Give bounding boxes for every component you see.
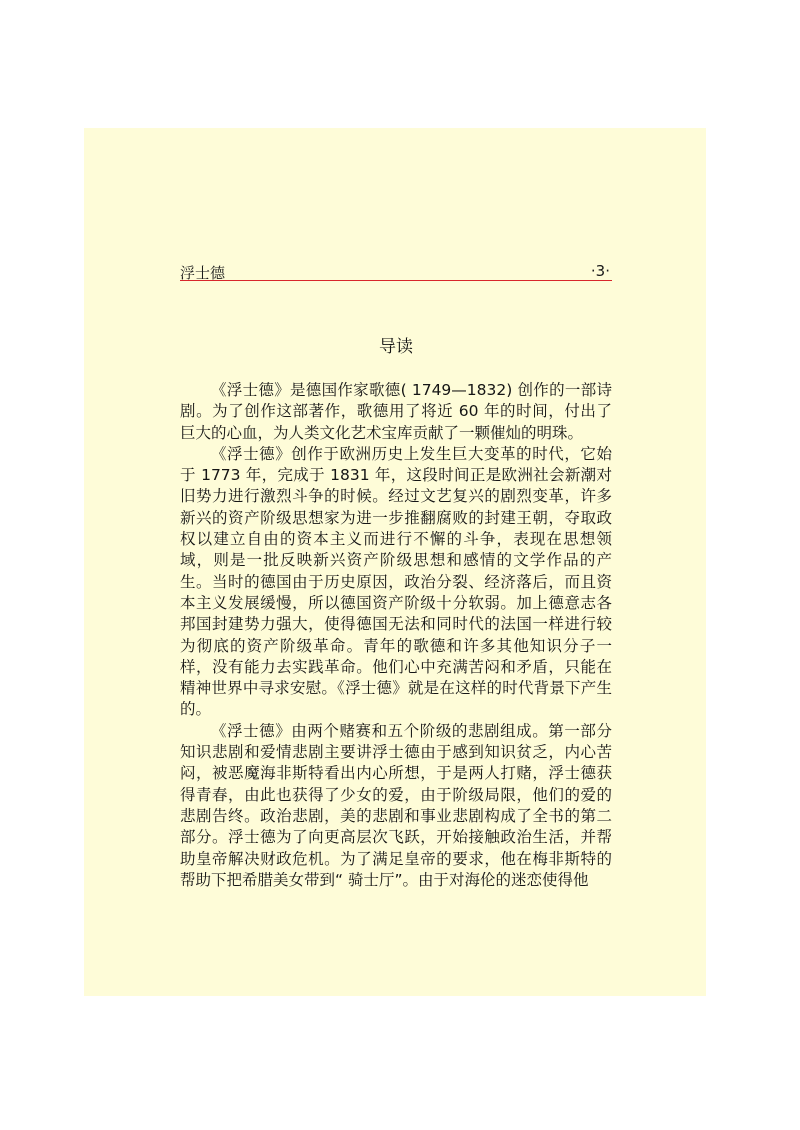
paragraph: 《浮士德》由两个赌赛和五个阶级的悲剧组成。第一部分知识悲剧和爱情悲剧主要讲浮士德由于感到知识贫乏，内心苦闷，被恶魔海非斯特看出内心所想，于是两人打赌，浮士德获得青春，由此也获得了少女的爱，由于阶级局限，他们的爱的悲剧告终。政治悲剧，美的悲剧和事业悲剧构成了全书的第二部分。浮士德为了向更高层次飞跃，开始接触政治生活，并帮助皇帝解决财政危机。为了满足皇帝的要求，他在梅非斯特的帮助下把希腊美女带到“ 骑士厅”。由于对海伦的迷恋使得他 <box>180 721 612 889</box>
running-head <box>180 262 610 282</box>
chapter-title: 导读 <box>379 337 413 357</box>
book-title: 浮士德 <box>180 264 226 282</box>
page-number: ·3· <box>590 262 610 280</box>
paragraph: 《浮士德》是德国作家歌德( 1749—1832) 创作的一部诗剧。为了创作这部著作，歌德用了将近 60 年的时间，付出了巨大的心血，为人类文化艺术宝库贡献了一颗催灿的明珠。 <box>180 381 612 442</box>
body-text <box>180 380 612 891</box>
book-page <box>84 128 706 996</box>
header-rule <box>180 280 612 281</box>
paragraph: 《浮士德》创作于欧洲历史上发生巨大变革的时代，它始于 1773 年，完成于 1831 年，这段时间正是欧洲社会新潮对旧势力进行激烈斗争的时候。经过文艺复兴的剧烈变革，许多新兴的资产阶级思想家为进一步推翻腐败的封建王朝，夺取政权以建立自由的资本主义而进行不懈的斗争，表现在思想领域，则是一批反映新兴资产阶级思想和感情的文学作品的产生。当时的德国由于历史原因，政治分裂、经济落后，而且资本主义发展缓慢，所以德国资产阶级十分软弱。加上德意志各邦国封建势力强大，使得德国无法和同时代的法国一样进行较为彻底的资产阶级革命。青年的歌德和许多其他知识分子一样，没有能力去实践革命。他们心中充满苦闷和矛盾，只能在精神世界中寻求安慰。《浮士德》就是在这样的时代背景下产生的。 <box>180 444 612 719</box>
